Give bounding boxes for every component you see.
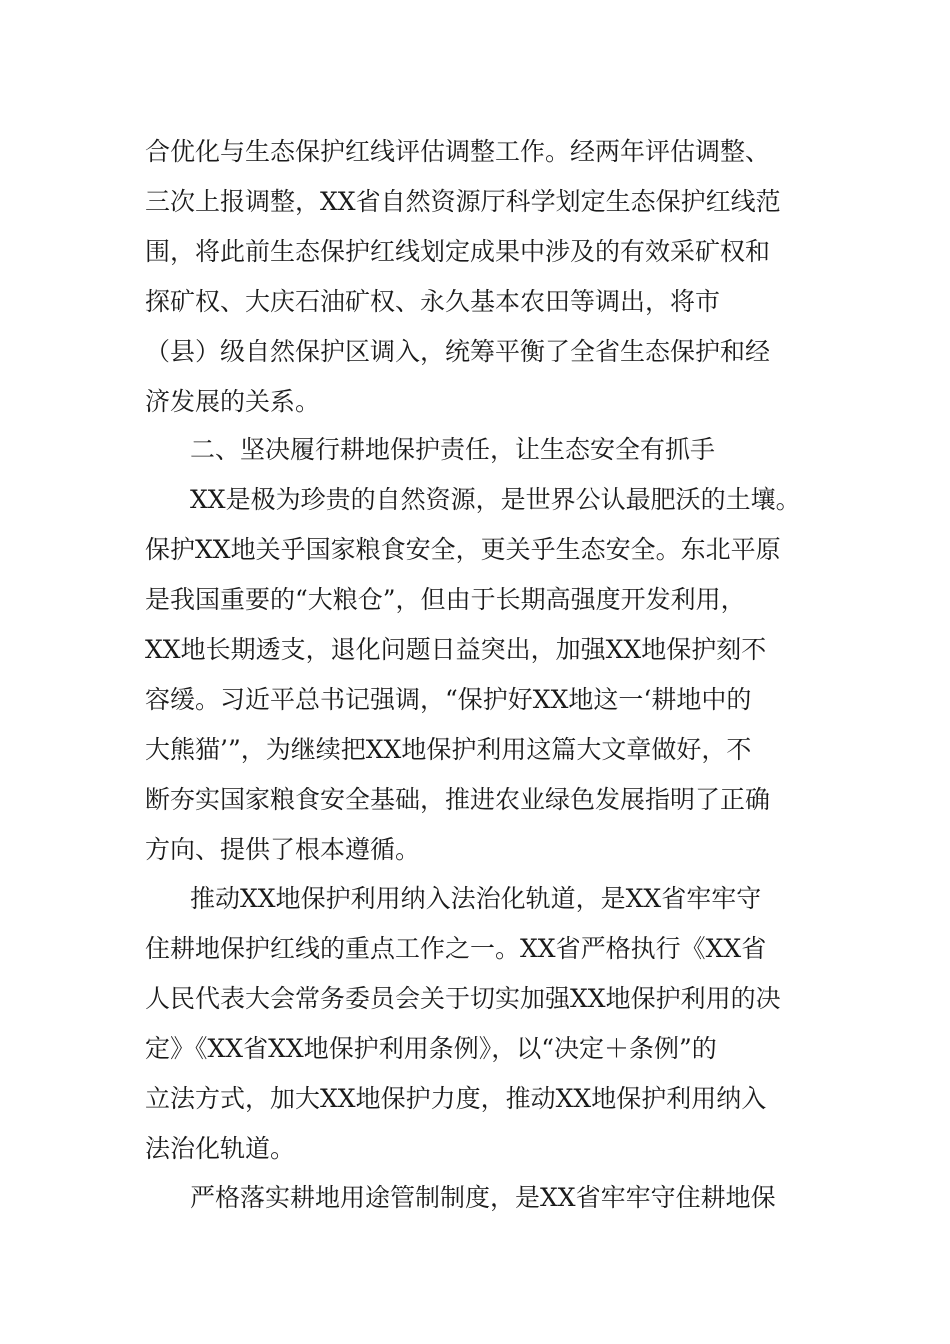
text-line: 围，将此前生态保护红线划定成果中涉及的有效采矿权和 xyxy=(145,237,771,266)
text-line: 容缓。习近平总书记强调，“保护好XX地这一‘耕地中的 xyxy=(145,685,752,714)
text-line: XX是极为珍贵的自然资源，是世界公认最肥沃的土壤。 xyxy=(190,485,801,514)
text-line: 法治化轨道。 xyxy=(145,1134,296,1163)
text-line: XX地长期透支，退化问题日益突出，加强XX地保护刻不 xyxy=(145,635,767,664)
text-line: 人民代表大会常务委员会关于切实加强XX地保护利用的决 xyxy=(145,984,781,1013)
text-line: 推动XX地保护利用纳入法治化轨道，是XX省牢牢守 xyxy=(190,884,762,913)
text-line: 断夯实国家粮食安全基础，推进农业绿色发展指明了正确 xyxy=(145,785,771,814)
text-line: 大熊猫’”，为继续把XX地保护利用这篇大文章做好，不 xyxy=(145,735,752,764)
text-line: 定》《XX省XX地保护利用条例》，以“决定＋条例”的 xyxy=(145,1034,717,1063)
text-line: 三次上报调整，XX省自然资源厅科学划定生态保护红线范 xyxy=(145,187,781,216)
text-line: 探矿权、大庆石油矿权、永久基本农田等调出，将市 xyxy=(145,287,721,316)
text-line: 是我国重要的“大粮仓”，但由于长期高强度开发利用， xyxy=(145,585,746,614)
text-line: 合优化与生态保护红线评估调整工作。经两年评估调整、 xyxy=(145,137,771,166)
text-line: （县）级自然保护区调入，统筹平衡了全省生态保护和经 xyxy=(145,337,771,366)
text-line: 济发展的关系。 xyxy=(145,387,321,416)
text-line: 方向、提供了根本遵循。 xyxy=(145,835,421,864)
text-line: 严格落实耕地用途管制制度，是XX省牢牢守住耕地保 xyxy=(190,1183,776,1212)
text-line: 保护XX地关乎国家粮食安全，更关乎生态安全。东北平原 xyxy=(145,535,781,564)
text-line: 立法方式，加大XX地保护力度，推动XX地保护利用纳入 xyxy=(145,1084,767,1113)
text-line: 住耕地保护红线的重点工作之一。XX省严格执行《XX省 xyxy=(145,934,767,963)
section-heading: 二、坚决履行耕地保护责任，让生态安全有抓手 xyxy=(190,435,716,464)
